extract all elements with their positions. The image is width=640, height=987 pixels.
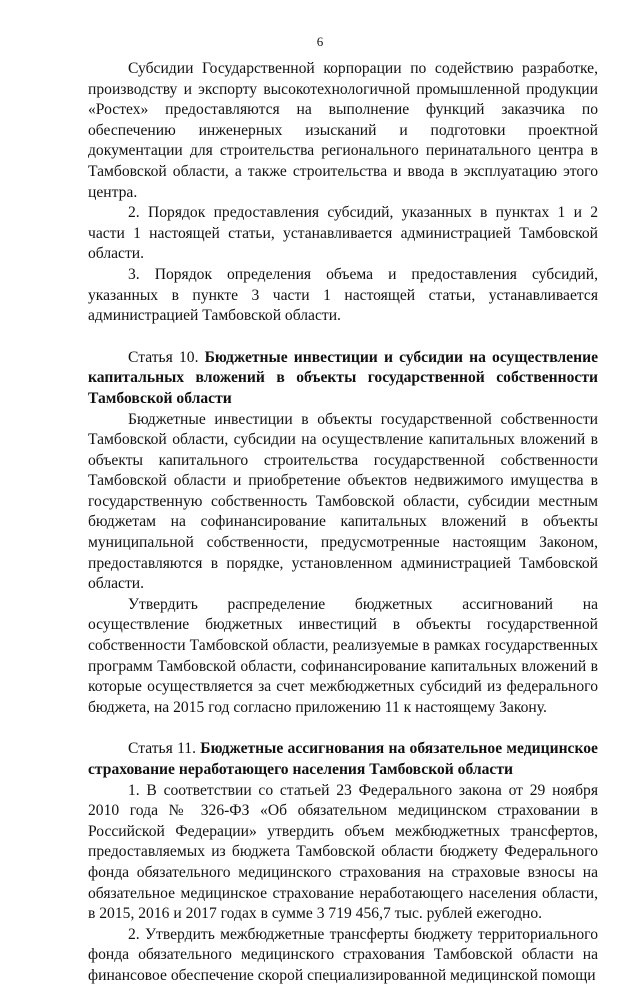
- article-10-number: Статья 10.: [128, 348, 199, 366]
- article-11-paragraph-2: 2. Утвердить межбюджетные трансферты бюджету территориального фонда обязательного медицинского страхования Тамбовской области на финансовое обеспечение скорой специализированной медицинской помощи: [88, 925, 598, 984]
- paragraph-subsidy-procedure-1-2: 2. Порядок предоставления субсидий, указанных в пунктах 1 и 2 части 1 настоящей статьи, устанавливается администрацией Тамбовской области.: [88, 204, 598, 263]
- article-11-number: Статья 11.: [128, 740, 196, 758]
- document-body: [88, 59, 598, 987]
- paragraph-subsidies-rostec: Субсидии Государственной корпорации по содействию разработке, производству и экспорту высокотехнологичной промышленной продукции «Ростех» предоставляются на выполнение функций заказчика по обеспечению инженерных изысканий и подготовки проектной документации для строительства регионального перинатального центра в Тамбовской области, а также строительства и ввода в эксплуатацию этого центра.: [88, 60, 598, 201]
- paragraph-subsidy-procedure-3: 3. Порядок определения объема и предоставления субсидий, указанных в пункте 3 части 1 настоящей статьи, устанавливается администрацией Тамбовской области.: [88, 265, 598, 325]
- article-10-title: Бюджетные инвестиции и субсидии на осуществление капитальных вложений в объекты государственной собственности Тамбовской области: [88, 348, 598, 407]
- article-10-paragraph-2: Утвердить распределение бюджетных ассигнований на осуществление бюджетных инвестиций в объекты государственной собственности Тамбовской области, реализуемые в рамках государственных программ Тамбовской области, софинансирование капитальных вложений в которые осуществляется за счет межбюджетных субсидий из федерального бюджета, на 2015 год согласно приложению 11 к настоящему Закону.: [88, 595, 598, 716]
- page-number: 6: [316, 34, 324, 49]
- article-10-paragraph-1: Бюджетные инвестиции в объекты государственной собственности Тамбовской области, субсидии на осуществление капитальных вложений в объекты капитального строительства государственной собственности Тамбовской области и приобретение объектов недвижимого имущества в государственную собственность Тамбовской области, субсидии местным бюджетам на софинансирование капитальных вложений в объекты муниципальной собственности, предусмотренные настоящим Законом, предоставляются в порядке, установленном администрацией Тамбовской области.: [88, 410, 598, 593]
- article-11-title: Бюджетные ассигнования на обязательное медицинское страхование неработающего населения Тамбовской области: [88, 740, 598, 778]
- article-11-heading: [88, 739, 598, 780]
- article-10-heading: [88, 348, 598, 410]
- article-11-paragraph-1: 1. В соответствии со статьей 23 Федерального закона от 29 ноября 2010 года № 326-ФЗ «Об обязательном медицинском страховании в Российской Федерации» утвердить объем межбюджетных трансфертов, предоставляемых из бюджета Тамбовской области бюджету Федерального фонда обязательного медицинского страхования на страховые взносы на обязательное медицинское страхование неработающего населения области, в 2015, 2016 и 2017 годах в сумме 3 719 456,7 тыс. рублей ежегодно.: [88, 781, 598, 923]
